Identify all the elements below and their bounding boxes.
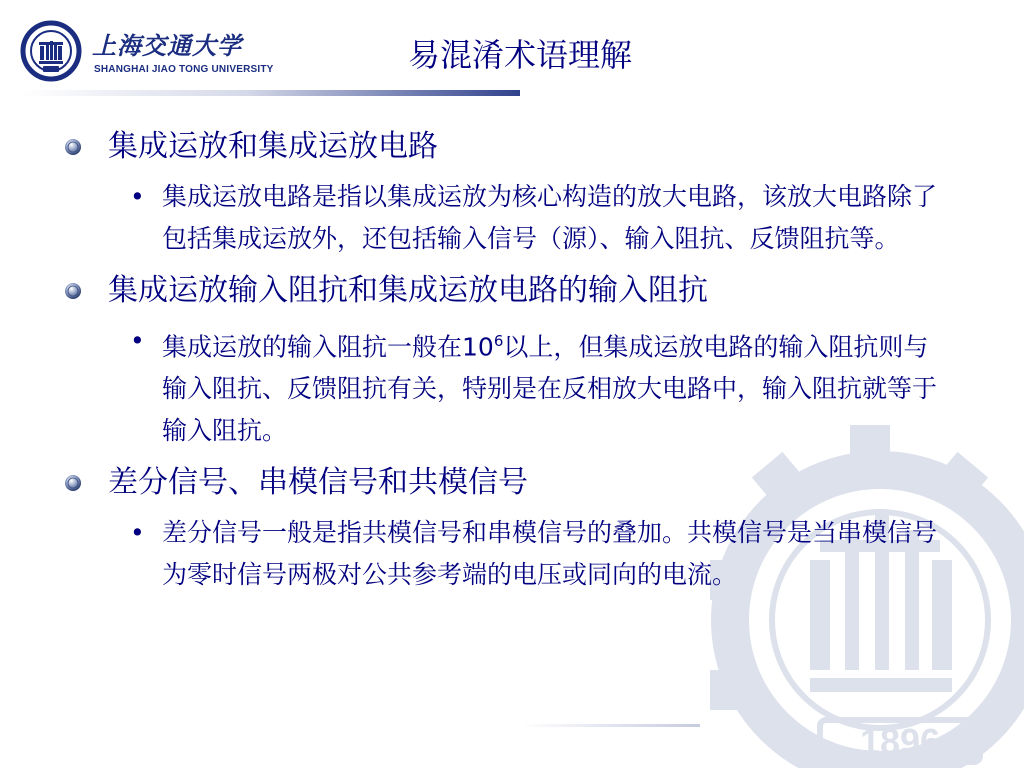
sphere-bullet-icon [64,474,82,492]
section-detail-text: 差分信号一般是指共模信号和串模信号的叠加。共模信号是当串模信号为零时信号两极对公共参考端的电压或同向的电流。 [162,518,938,590]
section-detail-text: 集成运放电路是指以集成运放为核心构造的放大电路，该放大电路除了包括集成运放外，还包括输入信号（源）、输入阻抗、反馈阻抗等。 [162,182,938,253]
university-name-cn: 上海交通大学 [92,31,242,60]
university-name-en: SHANGHAI JIAO TONG UNIVERSITY [94,64,274,75]
slide-content [60,126,960,606]
sphere-bullet-icon [64,282,82,300]
section-detail [60,320,952,452]
university-logo [20,20,274,82]
section-heading [60,270,960,312]
section-heading [60,126,960,168]
section-detail [60,512,952,596]
exponent: 6 [493,332,504,350]
sphere-bullet-icon [64,138,82,156]
seal-year: 1896 [859,721,941,762]
section-heading-text: 差分信号、串模信号和共模信号 [108,465,528,501]
dot-bullet-icon: • [130,326,145,355]
section-detail-text-after: 以上，但集成运放电路的输入阻抗则与输入阻抗、反馈阻抗有关，特别是在反相放大电路中，输入阻抗就等于输入阻抗。 [162,332,938,446]
section-detail [60,176,952,260]
section-detail-text-before: 集成运放的输入阻抗一般在10 [162,332,494,362]
slide-title: 易混淆术语理解 [407,36,632,74]
university-seal-icon [20,20,82,82]
section-heading-text: 集成运放输入阻抗和集成运放电路的输入阻抗 [108,273,708,308]
section-heading [60,462,960,504]
section-heading-text: 集成运放和集成运放电路 [108,129,438,164]
dot-bullet-icon: • [130,518,145,548]
dot-bullet-icon: • [130,182,145,211]
decorative-rule [520,724,700,727]
title-underline [20,90,520,96]
